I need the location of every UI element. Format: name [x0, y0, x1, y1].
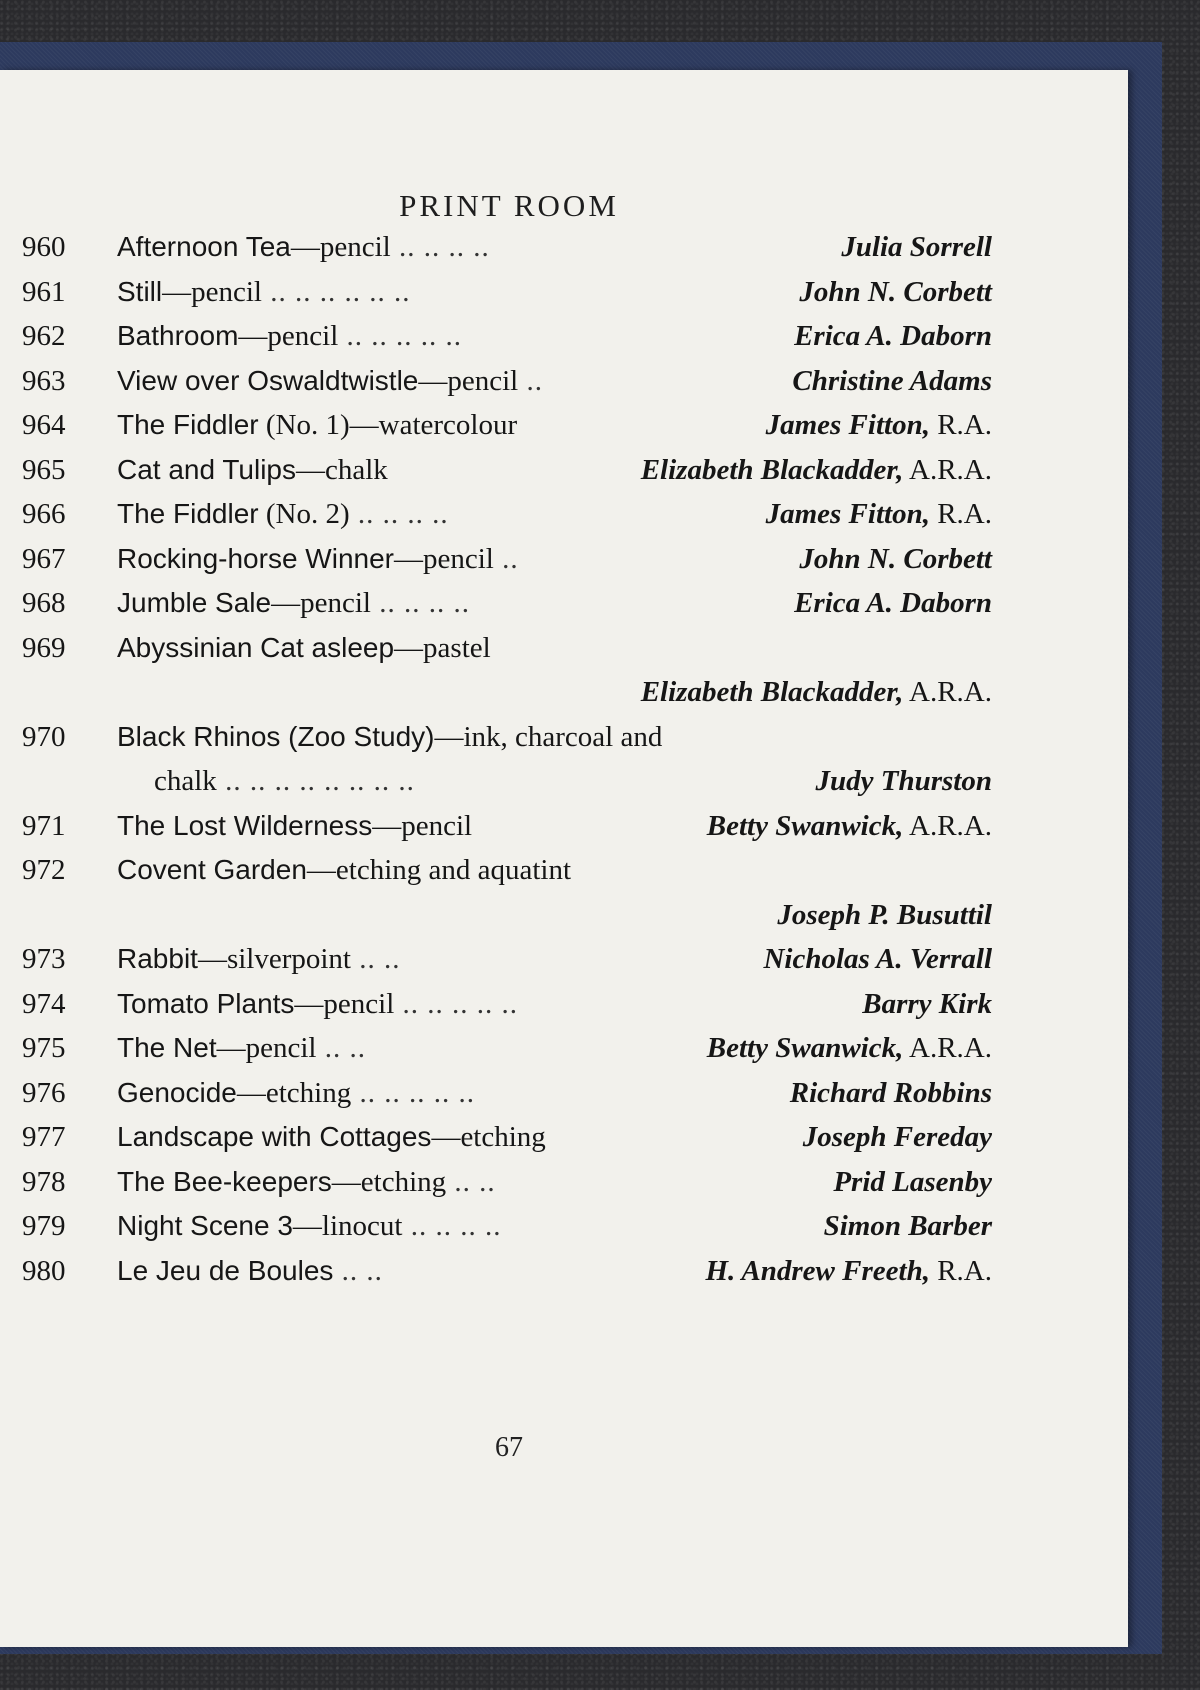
- artwork-title: Genocide: [117, 1076, 237, 1108]
- artwork-medium: —pencil: [162, 275, 262, 308]
- artwork-title: Tomato Plants: [117, 987, 295, 1019]
- artwork-medium: —pencil: [238, 320, 339, 352]
- artist: [641, 446, 992, 494]
- page-number: 67: [495, 1432, 523, 1463]
- artist-honours: R.A.: [929, 1254, 992, 1287]
- entry-number: 968: [22, 587, 66, 619]
- leader-dots: .. .. .. .. ..: [338, 320, 463, 352]
- artist-name: Joseph Fereday: [802, 1121, 992, 1153]
- catalogue-line: [0, 446, 1128, 494]
- artwork-medium: —chalk: [296, 453, 388, 486]
- entry-number: 969: [22, 631, 66, 664]
- artwork-title: The Lost Wilderness: [117, 809, 373, 841]
- entry-description: [117, 401, 517, 449]
- entry-description: [117, 1024, 366, 1072]
- catalogue-line: [0, 1247, 1128, 1295]
- artist: [705, 1247, 992, 1295]
- artwork-title: Rabbit: [117, 943, 198, 974]
- catalogue-line: [0, 312, 1128, 360]
- entry-description: [117, 490, 449, 538]
- entry-description: [117, 1069, 475, 1117]
- entry-number: 975: [22, 1032, 66, 1064]
- artist-name: Simon Barber: [823, 1210, 992, 1242]
- artist-name: H. Andrew Freeth,: [705, 1254, 930, 1287]
- artist-name: Prid Lasenby: [833, 1165, 992, 1198]
- entry-number: 962: [22, 320, 66, 352]
- artwork-medium: —pencil: [418, 364, 519, 397]
- artist-name: John N. Corbett: [799, 275, 992, 308]
- entry-number: 979: [22, 1210, 66, 1242]
- artist: [816, 757, 992, 805]
- artwork-title: Landscape with Cottages: [117, 1121, 432, 1152]
- entry-description: [117, 1113, 546, 1161]
- catalogue-line: [0, 1024, 1128, 1072]
- artist-name: Elizabeth Blackadder,: [640, 453, 904, 486]
- artist-name: Betty Swanwick,: [706, 809, 904, 842]
- artwork-medium: —pencil: [271, 587, 371, 619]
- artist-name: Julia Sorrell: [841, 231, 992, 263]
- entry-number: 978: [22, 1165, 66, 1198]
- entry-description: [117, 535, 519, 583]
- entry-number: 970: [22, 720, 66, 753]
- artwork-medium: —etching and aquatint: [306, 854, 572, 886]
- entry-description: [117, 446, 388, 494]
- catalogue-line: [0, 757, 1128, 805]
- entry-number: 972: [22, 854, 66, 886]
- leader-dots: .. ..: [446, 1165, 496, 1198]
- artwork-medium: —pencil: [290, 231, 391, 263]
- artwork-title: Jumble Sale: [117, 587, 272, 618]
- catalogue-page: [0, 70, 1128, 1647]
- leader-dots: ..: [518, 364, 543, 397]
- entry-description: [117, 312, 462, 360]
- artist-name: Nicholas A. Verrall: [763, 943, 992, 975]
- catalogue-line: [0, 401, 1128, 449]
- artist-honours: A.R.A.: [903, 453, 992, 486]
- artist-name: Christine Adams: [792, 364, 992, 397]
- artwork-title: Abyssinian Cat asleep: [117, 631, 395, 663]
- catalogue-line: [0, 1069, 1128, 1117]
- artist-name: James Fitton,: [765, 409, 930, 441]
- artist-name: Richard Robbins: [789, 1076, 992, 1109]
- artist: [763, 935, 992, 983]
- leader-dots: .. ..: [316, 1032, 366, 1064]
- artwork-medium: —pencil: [372, 809, 473, 842]
- catalogue-line: [0, 357, 1128, 405]
- catalogue-line: [0, 802, 1128, 850]
- artist-honours: A.R.A.: [903, 809, 992, 842]
- artwork-title: Le Jeu de Boules: [117, 1254, 334, 1286]
- artist: [766, 401, 992, 449]
- artwork-title: Covent Garden: [117, 854, 307, 885]
- artwork-title: Cat and Tulips: [117, 453, 296, 485]
- catalogue-line: [0, 935, 1128, 983]
- artwork-medium: —pencil: [394, 542, 494, 575]
- leader-dots: .. .. .. .. ..: [394, 987, 519, 1020]
- catalogue-line: [0, 223, 1128, 271]
- leader-dots: .. .. .. .. ..: [351, 1076, 475, 1109]
- entry-description: [117, 713, 662, 761]
- artist: [777, 891, 992, 939]
- artist-name: James Fitton,: [765, 498, 930, 530]
- artist: [799, 268, 992, 316]
- artist-honours: A.R.A.: [903, 1032, 992, 1064]
- artist-name: John N. Corbett: [799, 542, 992, 575]
- catalogue-line: [0, 891, 1128, 939]
- entry-number: 971: [22, 809, 66, 842]
- artist-name: Betty Swanwick,: [706, 1032, 904, 1064]
- artist-honours: R.A.: [929, 409, 992, 441]
- entry-number: 976: [22, 1076, 66, 1109]
- artwork-medium: —etching: [431, 1121, 546, 1153]
- entry-description: [117, 357, 543, 405]
- artist-name: Joseph P. Busuttil: [777, 898, 992, 931]
- entry-number: 974: [22, 987, 66, 1020]
- catalogue-line: [0, 846, 1128, 894]
- artwork-title: The Fiddler: [117, 409, 259, 440]
- leader-dots: .. .. .. ..: [349, 498, 449, 530]
- entry-description: [117, 223, 490, 271]
- artwork-medium: chalk: [154, 765, 217, 797]
- artwork-title: The Bee-keepers: [117, 1165, 332, 1197]
- catalogue-line: [0, 490, 1128, 538]
- artist: [792, 357, 992, 405]
- catalogue-line: [0, 668, 1128, 716]
- artist-name: Erica A. Daborn: [794, 587, 992, 619]
- artist: [707, 802, 992, 850]
- artwork-medium: —pastel: [394, 631, 491, 664]
- artist: [803, 1113, 992, 1161]
- entry-description: [117, 1202, 501, 1250]
- catalogue-line: [0, 579, 1128, 627]
- artwork-title: View over Oswaldtwistle: [117, 364, 419, 396]
- artist: [862, 980, 992, 1028]
- entry-description: [117, 802, 472, 850]
- artwork-title: Bathroom: [117, 320, 239, 351]
- page-header: PRINT ROOM: [399, 188, 619, 223]
- artwork-medium: (No. 1)—watercolour: [258, 409, 518, 441]
- artist: [641, 668, 992, 716]
- catalogue-line: [0, 713, 1128, 761]
- leader-dots: .. .. .. .. .. ..: [261, 275, 411, 308]
- artist: [766, 490, 992, 538]
- artwork-medium: —etching: [331, 1165, 447, 1198]
- entry-description: [117, 624, 491, 672]
- leader-dots: .. .. .. ..: [370, 587, 470, 619]
- catalogue-line: [0, 1158, 1128, 1206]
- artwork-medium: —silverpoint: [197, 943, 351, 975]
- artwork-medium: —pencil: [294, 987, 395, 1020]
- catalogue-line: [0, 1113, 1128, 1161]
- entry-description: [117, 268, 410, 316]
- artist: [841, 223, 992, 271]
- artwork-title: Night Scene 3: [117, 1210, 293, 1241]
- entry-description: [117, 935, 400, 983]
- leader-dots: .. ..: [333, 1254, 383, 1287]
- catalogue-line: [0, 1202, 1128, 1250]
- catalogue-line: [0, 980, 1128, 1028]
- entry-description: [117, 1158, 496, 1206]
- entry-number: 963: [22, 364, 66, 397]
- entry-description: [117, 1247, 383, 1295]
- artwork-title: Black Rhinos (Zoo Study): [117, 720, 435, 752]
- entry-number: 980: [22, 1254, 66, 1287]
- entry-number: 966: [22, 498, 66, 530]
- entry-description: [154, 757, 415, 805]
- leader-dots: .. .. .. ..: [390, 231, 490, 263]
- artist: [833, 1158, 992, 1206]
- artwork-medium: —pencil: [216, 1032, 317, 1064]
- artist-name: Elizabeth Blackadder,: [640, 676, 904, 708]
- catalogue-line: [0, 624, 1128, 672]
- entry-number: 964: [22, 409, 66, 441]
- entry-number: 967: [22, 542, 66, 575]
- artwork-medium: —linocut: [292, 1210, 403, 1242]
- artwork-title: Rocking-horse Winner: [117, 542, 394, 574]
- entry-number: 973: [22, 943, 66, 975]
- leader-dots: .. ..: [350, 943, 401, 975]
- artwork-title: Still: [117, 275, 163, 307]
- artist-honours: R.A.: [929, 498, 992, 530]
- artist: [707, 1024, 992, 1072]
- artist: [794, 579, 992, 627]
- artist-honours: A.R.A.: [903, 676, 992, 708]
- artwork-title: Afternoon Tea: [117, 231, 291, 262]
- artist: [799, 535, 992, 583]
- artist-name: Erica A. Daborn: [794, 320, 992, 352]
- entry-description: [117, 579, 470, 627]
- catalogue-line: [0, 535, 1128, 583]
- leader-dots: .. .. .. .. .. .. .. ..: [216, 765, 415, 797]
- entry-number: 960: [22, 231, 66, 263]
- artist-name: Barry Kirk: [862, 987, 992, 1020]
- leader-dots: .. .. .. ..: [402, 1210, 502, 1242]
- entry-description: [117, 846, 571, 894]
- artwork-title: The Net: [117, 1032, 217, 1063]
- leader-dots: ..: [493, 542, 519, 575]
- entry-number: 961: [22, 275, 66, 308]
- artist: [794, 312, 992, 360]
- artist: [824, 1202, 992, 1250]
- entry-number: 977: [22, 1121, 66, 1153]
- artwork-medium: —etching: [236, 1076, 352, 1109]
- artist: [790, 1069, 992, 1117]
- entry-description: [117, 980, 518, 1028]
- entry-number: 965: [22, 453, 66, 486]
- artwork-title: The Fiddler: [117, 498, 259, 529]
- artwork-medium: —ink, charcoal and: [434, 720, 663, 753]
- artwork-medium: (No. 2): [258, 498, 350, 530]
- catalogue-line: [0, 268, 1128, 316]
- artist-name: Judy Thurston: [815, 765, 992, 797]
